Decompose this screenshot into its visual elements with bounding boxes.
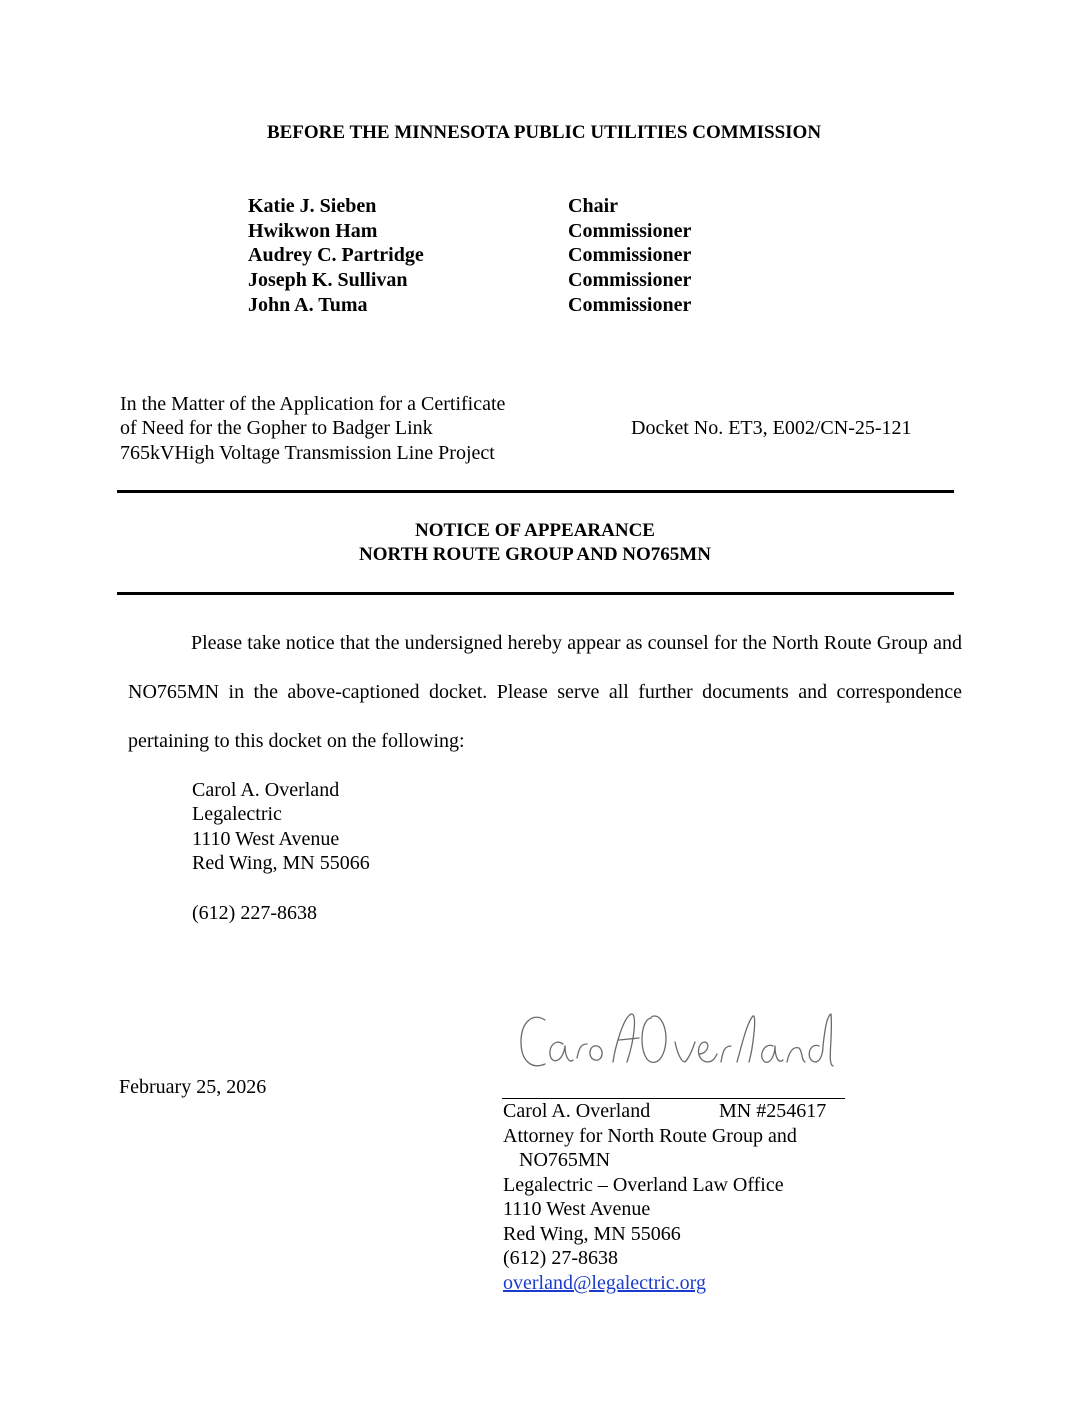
commission-heading: BEFORE THE MINNESOTA PUBLIC UTILITIES COMMISSION	[266, 122, 822, 143]
commissioner-name: Joseph K. Sullivan	[248, 269, 408, 291]
commissioner-name: Katie J. Sieben	[248, 195, 377, 217]
divider-rule	[117, 490, 954, 493]
notice-body	[128, 619, 962, 766]
divider-rule	[117, 592, 954, 595]
commissioner-name: Hwikwon Ham	[248, 220, 378, 242]
service-phone: (612) 227-8638	[192, 902, 317, 924]
service-name: Carol A. Overland	[192, 779, 340, 801]
signer-name: Carol A. Overland	[503, 1100, 651, 1122]
filing-date: February 25, 2026	[119, 1076, 267, 1098]
bar-number: MN #254617	[719, 1100, 827, 1122]
commissioner-title: Commissioner	[568, 294, 692, 316]
signer-email-link[interactable]: overland@legalectric.org	[503, 1272, 706, 1294]
commissioner-title: Commissioner	[568, 244, 692, 266]
commissioner-name: John A. Tuma	[248, 294, 368, 316]
commissioner-title: Chair	[568, 195, 618, 217]
service-street: 1110 West Avenue	[192, 828, 340, 850]
body-paragraph: Please take notice that the undersigned hereby appear as counsel for the North Route Group and NO765MN in the above-captioned docket. Please serve all further documents and correspondence pertaining to this docket on the following:	[128, 632, 962, 752]
caption-line: of Need for the Gopher to Badger Link	[120, 417, 433, 439]
signer-street: 1110 West Avenue	[503, 1198, 651, 1220]
signer-phone: (612) 27-8638	[503, 1247, 618, 1269]
service-city: Red Wing, MN 55066	[192, 852, 370, 874]
handwritten-signature	[515, 1008, 835, 1074]
commissioner-title: Commissioner	[568, 220, 692, 242]
docket-number: Docket No. ET3, E002/CN-25-121	[631, 417, 912, 439]
signer-city: Red Wing, MN 55066	[503, 1223, 681, 1245]
notice-subtitle: NORTH ROUTE GROUP AND NO765MN	[359, 544, 711, 565]
signer-role-continued: NO765MN	[519, 1149, 611, 1171]
commissioner-name: Audrey C. Partridge	[248, 244, 424, 266]
notice-title: NOTICE OF APPEARANCE	[415, 520, 655, 541]
commissioner-title: Commissioner	[568, 269, 692, 291]
caption-line: 765kVHigh Voltage Transmission Line Project	[120, 442, 495, 464]
service-org: Legalectric	[192, 803, 282, 825]
signer-firm: Legalectric – Overland Law Office	[503, 1174, 784, 1196]
caption-line: In the Matter of the Application for a Certificate	[120, 393, 506, 415]
signer-role: Attorney for North Route Group and	[503, 1125, 797, 1147]
signature-line	[502, 1098, 845, 1099]
